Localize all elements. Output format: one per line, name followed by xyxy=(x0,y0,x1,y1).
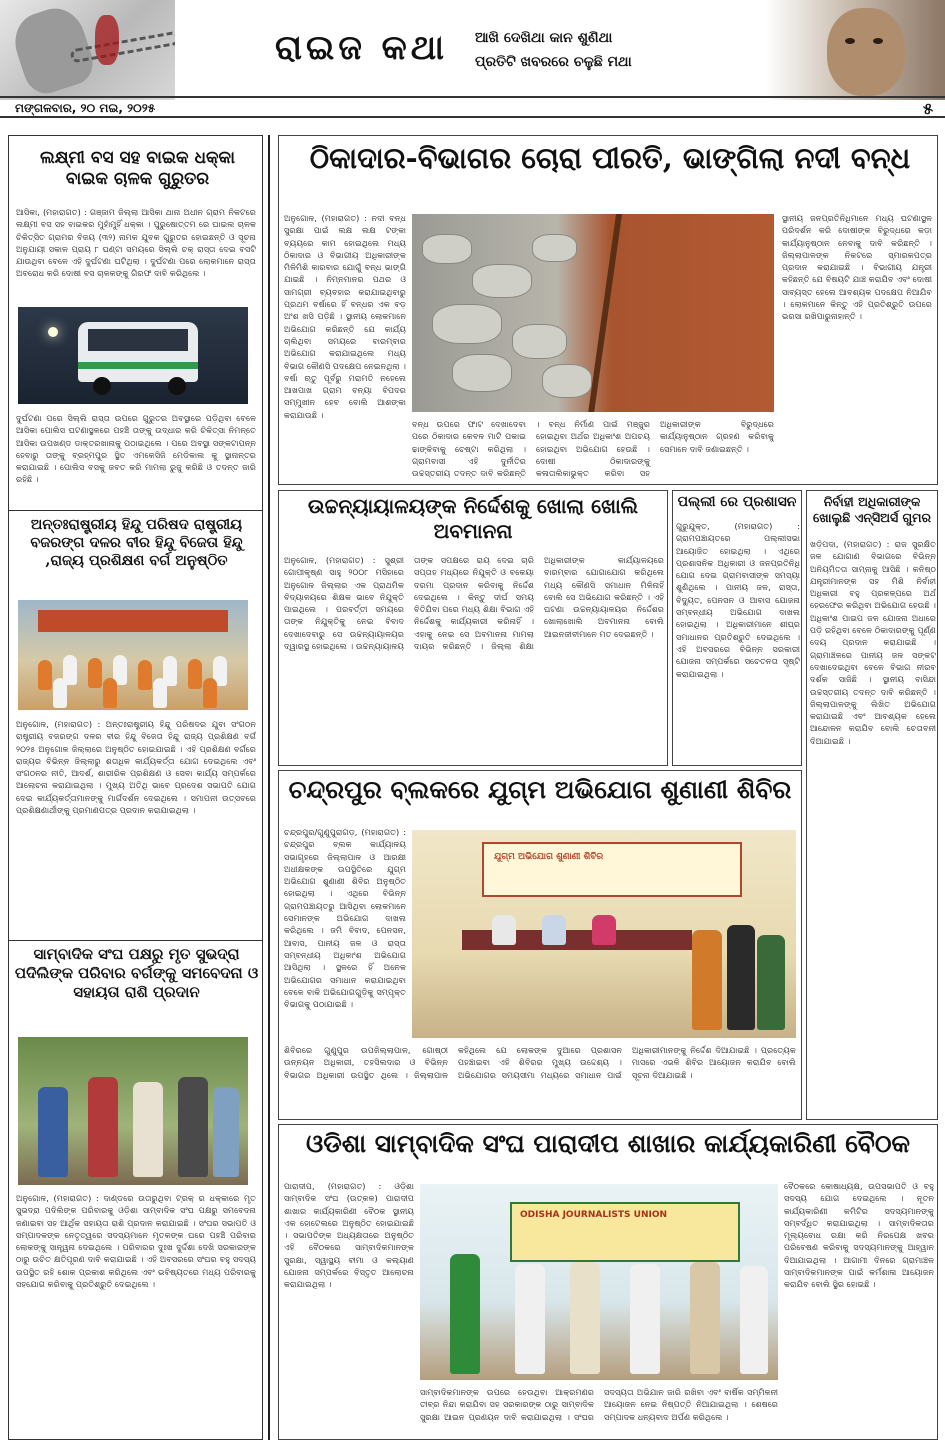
masthead-fist-illustration xyxy=(0,0,175,100)
headline-nirbahi: ନିର୍ବାହୀ ଅଧିକାରୀଙ୍କ ଖୋଲୁଛି ଏନ୍‌ସିଅର୍ସ ଗୁମର xyxy=(813,494,931,525)
person xyxy=(727,925,755,1030)
story-journo-body: ଅନୁଗୋଳ, (ମହାରାଗତ) : ଦାଣ୍ଡରେ ଉତାରୁଥିବା ଟ୍ରକ୍ ର ଧକ୍କାରେ ମୃତ ସୁଭଦ୍ରା ପଦିଲିଙ୍କ ପରିବାରକୁ ଓଡ଼ିଶା ସାମ୍ବାଦିକ ସଂଘ ପକ୍ଷରୁ ସମବେଦନା ଜଣାଇବା ସହ ଆର୍ଥିକ ସହାୟତା ରାଶି ପ୍ରଦାନ କରାଯାଇଛି । ସଂଘର ସଭାପତି ଓ ସମ୍ପାଦକଙ୍କ ନେତୃତ୍ୱରେ ସଦସ୍ୟମାନେ ମୃତକଙ୍କ ଘରେ ପହଞ୍ଚି ପରିବାର ଲୋକଙ୍କୁ ସାନ୍ତ୍ୱନା ଦେଇଥିଲେ । ପରିବାରର ଦୁଃଖ ଦୁର୍ଦ୍ଦଶା ଦେଖି ସରକାରଙ୍କ ଠାରୁ ଉଚିତ କ୍ଷତିପୂରଣ ଦାବି କରାଯାଇଛି । ଏହି ଅବସରରେ ସଂଘର ବହୁ ସଦସ୍ୟ ଉପସ୍ଥିତ ରହି ଶୋକ ପ୍ରକାଶ କରିଥିଲେ ଏବଂ ଭବିଷ୍ୟତରେ ମଧ୍ୟ ପରିବାରକୁ ସହଯୋଗ କରିବାକୁ ପ୍ରତିଶ୍ରୁତି ଦେଇଥିଲେ । xyxy=(16,1193,256,1290)
person xyxy=(88,658,102,688)
issue-date: ମଙ୍ଗଳବାର, ୨୦ ମଇ, ୨୦୨୫ xyxy=(15,101,156,115)
child-face xyxy=(827,8,905,96)
headline-bike-accident: ଲକ୍ଷ୍ମୀ ବସ ସହ ବାଇକ ଧକ୍କା ବାଇକ ଚାଳକ ଗୁରୁତର xyxy=(40,148,235,190)
person xyxy=(178,1077,208,1177)
person xyxy=(542,915,566,945)
story-nirbahi-body: ଖଡ଼ିପଦା, (ମହାରାଗତ) : ରାଜ ସୁରକ୍ଷିତ ଜଳ ଯୋଗାଣ ବିଭାଗରେ ବିଭିନ୍ନ ଅନିୟମିତତା ସାମ୍ନାକୁ ଆସିଛି । କନିଷ୍ଠ ଯନ୍ତ୍ରୀମାନଙ୍କ ସହ ମିଶି ନିର୍ବାହୀ ଅଧିକାରୀ ବହୁ ପ୍ରକଳ୍ପରେ ଅର୍ଥ ହେରଫେର କରିଥିବା ଅଭିଯୋଗ ହେଉଛି । ଅଧିକାଂଶ ପାଇପ ଜଳ ଯୋଜନା ଅଧାରେ ପଡ଼ି ରହିଥିବା ବେଳେ ଠିକାଦାରଙ୍କୁ ପୂର୍ଣ୍ଣ ଦେୟ ପ୍ରଦାନ କରାଯାଇଛି । ଗ୍ରାମାଞ୍ଚଳରେ ପାନୀୟ ଜଳ ସଙ୍କଟ ଦେଖାଦେଇଥିବା ବେଳେ ବିଭାଗ ନୀରବ ଦର୍ଶକ ସାଜିଛି । ସ୍ଥାନୀୟ ବାସିନ୍ଦା ଉଚ୍ଚସ୍ତରୀୟ ତଦନ୍ତ ଦାବି କରିଛନ୍ତି । ଜିଲ୍ଲାପାଳଙ୍କୁ ଲିଖିତ ଅଭିଯୋଗ କରାଯାଇଛି ଏବଂ ଆବଶ୍ୟକ ହେଲେ ଆନ୍ଦୋଳନ କରାଯିବ ବୋଲି ଚେତାବନୀ ଦିଆଯାଇଛି । xyxy=(810,539,936,746)
person xyxy=(133,1082,163,1177)
rock xyxy=(542,364,592,398)
person xyxy=(203,678,217,708)
embankment-crack xyxy=(588,214,622,412)
column-divider xyxy=(268,135,270,1440)
photo-journalists-meeting xyxy=(420,1184,778,1380)
rock xyxy=(512,324,567,359)
person xyxy=(38,660,52,690)
rock xyxy=(472,264,532,298)
story-chandrapur-left: ଚନ୍ଦ୍ରପୁର/ଗୁଣୁପୁରାଗଡ଼, (ମହାରାଗତ) : ଚନ୍ଦ୍ରପୁର ବ୍ଲକ କାର୍ଯ୍ୟାଳୟ ସଭାଗୃହରେ ଜିଲ୍ଲାପାଳ ଓ ଆରକ୍ଷୀ ଅଧୀକ୍ଷକଙ୍କ ଉପସ୍ଥିତିରେ ଯୁଗ୍ମ ଅଭିଯୋଗ ଶୁଣାଣୀ ଶିବିର ଅନୁଷ୍ଠିତ ହୋଇଥିଲା । ଏଥିରେ ବିଭିନ୍ନ ଗ୍ରାମପଞ୍ଚାୟତରୁ ଆସିଥିବା ଲୋକମାନେ ସେମାନଙ୍କ ଅଭିଯୋଗ ଦାଖଲ କରିଥିଲେ । ଜମି ବିବାଦ, ପେନସନ, ଆବାସ, ପାନୀୟ ଜଳ ଓ ରାସ୍ତା ସମ୍ବନ୍ଧୀୟ ଅଧିକାଂଶ ଅଭିଯୋଗ ଆସିଥିଲା । ସ୍ଥଳରେ ହିଁ ଅନେକ ଅଭିଯୋଗର ସମାଧାନ କରାଯାଇଥିବା ବେଳେ ବାକି ଅଭିଯୋଗଗୁଡ଼ିକୁ ସମ୍ପୃକ୍ତ ବିଭାଗକୁ ପଠାଯାଇଛି । xyxy=(284,827,406,1010)
photo-aid-handover xyxy=(18,1037,248,1185)
rock xyxy=(452,354,512,392)
person xyxy=(188,659,202,689)
person xyxy=(570,1262,600,1374)
child-eye xyxy=(873,38,883,44)
story-chandrapur-bottom: ଶିବିରରେ ଗୁଣୁପୁର ଉପଜିଲ୍ଲାପାଳ, ଗୋଷ୍ଠୀ ଉନ୍ନୟନ ଅଧିକାରୀ, ତହସିଲଦାର ଓ ବିଭିନ୍ନ ବିଭାଗର ଅଧିକାରୀ ଉପସ୍ଥିତ ଥିଲେ । ଜିଲ୍ଲାପାଳ କହିଥିଲେ ଯେ ଲୋକଙ୍କ ଦୁଆରେ ପ୍ରଶାସନ ପହଞ୍ଚାଇବା ଏହି ଶିବିରର ମୁଖ୍ୟ ଉଦ୍ଦେଶ୍ୟ । ଅଭିଯୋଗର ସମୟସୀମା ମଧ୍ୟରେ ସମାଧାନ ପାଇଁ ଅଧିକାରୀମାନଙ୍କୁ ନିର୍ଦ୍ଦେଶ ଦିଆଯାଇଛି । ପ୍ରତ୍ୟେକ ମାସରେ ଏଭଳି ଶିବିର ଆୟୋଜନ କରାଯିବ ବୋଲି ସୂଚନା ଦିଆଯାଇଛି । xyxy=(284,1045,796,1080)
photo-training-group xyxy=(18,600,248,710)
story-palli-body: ଗୁରୁଯୁକ୍ତ, (ମହାରାଗତ) : ଗ୍ରାମପଞ୍ଚାୟତରେ ପଲ୍ଲୀସଭା ଆୟୋଜିତ ହୋଇଥିଲା । ଏଥିରେ ପ୍ରଶାସନିକ ଅଧିକାରୀ ଓ ଜନପ୍ରତିନିଧି ଯୋଗ ଦେଇ ଗ୍ରାମବାସୀଙ୍କ ସମସ୍ୟା ଶୁଣିଥିଲେ । ପାନୀୟ ଜଳ, ରାସ୍ତା, ବିଦ୍ୟୁତ, ପେନସନ ଓ ଆବାସ ଯୋଜନା ସମ୍ବନ୍ଧୀୟ ଅଭିଯୋଗ ଦାଖଲ ହୋଇଥିଲା । ଅଧିକାରୀମାନେ ଶୀଘ୍ର ସମାଧାନର ପ୍ରତିଶ୍ରୁତି ଦେଇଥିଲେ । ଏହି ଅବସରରେ ବିଭିନ୍ନ ସରକାରୀ ଯୋଜନା ସମ୍ପର୍କରେ ସଚେତନତା ସୃଷ୍ଟି କରାଯାଇଥିଲା । xyxy=(676,521,800,679)
union-banner xyxy=(510,1202,740,1262)
person xyxy=(88,1077,118,1177)
person xyxy=(757,935,785,1030)
story-lead-col-c: ସ୍ଥାନୀୟ ଜନପ୍ରତିନିଧିମାନେ ମଧ୍ୟ ଘଟଣାସ୍ଥଳ ପରିଦର୍ଶନ କରି ଦୋଷୀଙ୍କ ବିରୁଦ୍ଧରେ କଡ଼ା କାର୍ଯ୍ୟାନୁଷ୍ଠାନ ନେବାକୁ ଦାବି କରିଛନ୍ତି । ଜିଲ୍ଲାପାଳଙ୍କ ନିକଟରେ ସ୍ମାରକପତ୍ର ପ୍ରଦାନ କରାଯାଇଛି । ବିଭାଗୀୟ ଯନ୍ତ୍ରୀ କହିଛନ୍ତି ଯେ ବିଷୟଟି ଯାଞ୍ଚ କରାଯିବ ଏବଂ ଦୋଷୀ ସାବ୍ୟସ୍ତ ହେଲେ ଆବଶ୍ୟକ ପଦକ୍ଷେପ ନିଆଯିବ । ଲୋକମାନେ କିନ୍ତୁ ଏହି ପ୍ରତିଶ୍ରୁତି ଉପରେ ଭରସା ରଖିପାରୁନାହାନ୍ତି । xyxy=(782,213,932,322)
story-bike-lead: ଆସିକା, (ମହାରାଗତ) : ଗଞ୍ଜାମ ଜିଲ୍ଲା ଆସିକା ଥାନା ଅଧୀନ ଗ୍ରାମ ନିକଟରେ ଲକ୍ଷ୍ମୀ ବସ ସହ ବାଇକର ମୁହାଁମୁହିଁ ଧକ୍କା । ପୁରୁଷୋତ୍ତମ ରେ ଘାଇଲ ଚାଳକ ଚିକିତ୍ସିତ ଗ୍ରାମର ବିଜୟ (୩୨) ନାମକ ଯୁବକ ଗୁରୁତର ହୋଇଛନ୍ତି ଓ ସୂଚନା ଅନୁଯାୟୀ ସକାଳ ପ୍ରାୟ ୮ ଘଣ୍ଟା ସମୟରେ ସିଲ୍ଲି ଚକ୍ ରାସ୍ତା ଦେଇ ବସଟି ଯାଉଥିବା ବେଳେ ଏହି ଦୁର୍ଘଟଣା ଘଟିଥିଲା । ଦୁର୍ଘଟଣା ପରେ ଲୋକମାନେ ରାସ୍ତା ଅବରୋଧ କରି ଦୋଷୀ ବସ ଚାଳକଙ୍କୁ ଗିରଫ ଦାବି କରିଥିଲେ । xyxy=(16,207,256,279)
person xyxy=(492,915,516,945)
story-lead-col-b: ବନ୍ଧ ଉପରେ ଫାଟ ଦେଖାଦେବା ପରେ ଠିକାଦାର କେବଳ ମାଟି ପକାଇ ଢାଙ୍କିବାକୁ ଚେଷ୍ଟା କରିଥିଲା । ଗ୍ରାମବାସୀ ଏହି ଦୁର୍ନୀତିର ଉଚ୍ଚସ୍ତରୀୟ ତଦନ୍ତ ଦାବି କରିଛନ୍ତି । ବନ୍ଧ ନିର୍ମାଣ ପାଇଁ ମଞ୍ଜୁର ହୋଇଥିବା ଅର୍ଥର ଅଧିକାଂଶ ଅପଚୟ ହୋଇଥିବା ଅଭିଯୋଗ ହେଉଛି । ଦୋଷୀ ଠିକାଦାରଙ୍କୁ କଳାତାଲିକାଭୁକ୍ତ କରିବା ସହ ଅଧିକାରୀଙ୍କ ବିରୁଦ୍ଧରେ କାର୍ଯ୍ୟାନୁଷ୍ଠାନ ଗ୍ରହଣ କରିବାକୁ ସେମାନେ ଦାବି ଜଣାଇଛନ୍ତି । xyxy=(412,419,774,479)
rule xyxy=(8,940,263,941)
headline-vhp-training: ଅନ୍ତଃରାଷ୍ଟ୍ରୀୟ ହିନ୍ଦୁ ପରିଷଦ ରାଷ୍ଟ୍ରୀୟ ବଜରଙ୍ଗ ଦଳର ବୀର ହିନ୍ଦୁ ବିଜେତା ହିନ୍ଦୁ ,ରାଜ୍ୟ ପ୍ରଶିକ୍ଷଣ ବର୍ଗ ଅନୁଷ୍ଠିତ xyxy=(30,516,243,570)
camp-banner xyxy=(482,842,742,897)
story-vhp-body: ଅନୁଗୋଳ, (ମହାରାଗତ) : ଅନ୍ତଃରାଷ୍ଟ୍ରୀୟ ହିନ୍ଦୁ ପରିଷଦର ଯୁବା ସଂଗଠନ ରାଷ୍ଟ୍ରୀୟ ବଜରଙ୍ଗ ଦଳର ବୀର ହିନ୍ଦୁ ବିଜେତା ହିନ୍ଦୁ ରାଜ୍ୟ ପ୍ରଶିକ୍ଷଣ ବର୍ଗ ୨୦୨୫ ଅନୁଗୋଳ ଜିଲ୍ଲାରେ ଅନୁଷ୍ଠିତ ହୋଇଯାଇଛି । ଏହି ପ୍ରଶିକ୍ଷଣ ବର୍ଗରେ ରାଜ୍ୟର ବିଭିନ୍ନ ଜିଲ୍ଲାରୁ ଶତାଧିକ କାର୍ଯ୍ୟକର୍ତ୍ତା ଯୋଗ ଦେଇଥିଲେ ଏବଂ ସଂଗଠନର ନୀତି, ଆଦର୍ଶ, ଶାରୀରିକ ପ୍ରଶିକ୍ଷଣ ଓ ସେବା କାର୍ଯ୍ୟ ସମ୍ପର୍କରେ ଆଲୋଚନା କରାଯାଇଥିଲା । ମୁଖ୍ୟ ଅତିଥି ଭାବେ ପ୍ରଦେଶ ସଭାପତି ଯୋଗ ଦେଇ କାର୍ଯ୍ୟକର୍ତ୍ତାମାନଙ୍କୁ ମାର୍ଗଦର୍ଶନ ଦେଇଥିଲେ । ସମାପନୀ ଉତ୍ସବରେ ପ୍ରଶିକ୍ଷଣାର୍ଥୀଙ୍କୁ ପ୍ରମାଣପତ୍ର ପ୍ରଦାନ କରାଯାଇଥିଲା । xyxy=(16,719,256,816)
person xyxy=(692,930,722,1030)
story-paradip-bottom: ସାମ୍ବାଦିକମାନଙ୍କ ଉପରେ ହେଉଥିବା ଆକ୍ରମଣର ତୀବ୍ର ନିନ୍ଦା କରାଯିବା ସହ ସରକାରଙ୍କ ଠାରୁ ସାମ୍ବାଦିକ ସୁରକ୍ଷା ଆଇନ ପ୍ରଣୟନ ଦାବି କରାଯାଇଥିଲା । ସଂଘର ସଦସ୍ୟତା ଅଭିଯାନ ଜାରି ରଖିବା ଏବଂ ବାର୍ଷିକ ସମ୍ମିଳନୀ ଆୟୋଜନ ନେଇ ନିଷ୍ପତ୍ତି ନିଆଯାଇଥିଲା । ଶେଷରେ ସମ୍ପାଦକ ଧନ୍ୟବାଦ ଅର୍ପଣ କରିଥିଲେ । xyxy=(420,1387,778,1422)
paper-title: ରାଇଜ କଥା xyxy=(275,28,448,68)
tagline-line-1: ଆଖି ଦେଖିଥା କାନ ଶୁଣିଥା xyxy=(475,30,613,46)
story-paradip-left: ପାରାଦୀପ, (ମହାରାଗତ) : ଓଡ଼ିଶା ସାମ୍ବାଦିକ ସଂଘ (ଉତ୍କଳ) ପାରାଦୀପ ଶାଖାର କାର୍ଯ୍ୟକାରିଣୀ ବୈଠକ ସ୍ଥାନୀୟ ଏକ ହୋଟେଲରେ ଅନୁଷ୍ଠିତ ହୋଇଯାଇଛି । ସଭାପତିଙ୍କ ଅଧ୍ୟକ୍ଷତାରେ ଅନୁଷ୍ଠିତ ଏହି ବୈଠକରେ ସାମ୍ବାଦିକମାନଙ୍କ ସୁରକ୍ଷା, ସ୍ୱାସ୍ଥ୍ୟ ବୀମା ଓ କଲ୍ୟାଣ ଯୋଜନା ସମ୍ପର୍କରେ ବିସ୍ତୃତ ଆଲୋଚନା କରାଯାଇଥିଲା । xyxy=(284,1181,414,1290)
camp-banner-text: ଯୁଗ୍ମ ଅଭିଯୋଗ ଶୁଣାଣୀ ଶିବିର xyxy=(494,852,604,862)
story-bike-body: ଦୁର୍ଘଟଣା ପରେ ସିଲ୍ଲି ରାସ୍ତା ଉପରେ ଗୁରୁତର ଅବସ୍ଥାରେ ପଡ଼ିଥିବା ବେଳେ ଆସିକା ପୋଲିସ ଘଟଣାସ୍ଥଳରେ ପହଞ୍ଚି ତାଙ୍କୁ ଉଦ୍ଧାର କରି ଚିକିତ୍ସା ନିମନ୍ତେ ଆସିକା ଉପଖଣ୍ଡ ଡାକ୍ତରଖାନାକୁ ପଠାଇଥିଲେ । ପରେ ଅବସ୍ଥା ସଙ୍କଟାପନ୍ନ ହେବାରୁ ତାଙ୍କୁ ବ୍ରହ୍ମପୁର ସ୍ଥିତ ଏମକେସିଜି ମେଡିକାଲ କୁ ସ୍ଥାନାନ୍ତର କରାଯାଇଛି । ପୋଲିସ ବସକୁ ଜବତ କରି ମାମଲା ରୁଜୁ କରିଛି ଓ ତଦନ୍ତ ଜାରି ରହିଛି । xyxy=(16,413,256,485)
rule xyxy=(8,510,263,511)
story-lead-col-a: ଅନୁଗୋଳ, (ମହାରାଗତ) : ନଦୀ ବନ୍ଧ ସୁରକ୍ଷା ପାଇଁ ଲକ୍ଷ ଲକ୍ଷ ଟଙ୍କା ବ୍ୟୟରେ କାମ ହୋଇଥିଲେ ମଧ୍ୟ ଠିକାଦାର ଓ ବିଭାଗୀୟ ଅଧିକାରୀଙ୍କ ମିଳିମିଶି କାରବାର ଯୋଗୁଁ ବନ୍ଧ ଭାଙ୍ଗି ଯାଇଛି । ନିମ୍ନମାନର ପଥର ଓ ସାମଗ୍ରୀ ବ୍ୟବହାର କରାଯାଇଥିବାରୁ ପ୍ରଥମ ବର୍ଷାରେ ହିଁ ବନ୍ଧର ଏକ ବଡ଼ ଅଂଶ ଖସି ପଡ଼ିଛି । ସ୍ଥାନୀୟ ଲୋକମାନେ ଅଭିଯୋଗ କରିଛନ୍ତି ଯେ କାର୍ଯ୍ୟ ଚାଲିଥିବା ସମୟରେ ବାରମ୍ବାର ଅଭିଯୋଗ କରାଯାଇଥିଲେ ମଧ୍ୟ ବିଭାଗ କୌଣସି ପଦକ୍ଷେପ ନେଇନଥିଲା । ବର୍ଷା ଋତୁ ପୂର୍ବରୁ ମରାମତି ନହେଲେ ଆଖପାଖ ଗ୍ରାମ ବନ୍ୟା ବିପଦର ସମ୍ମୁଖୀନ ହେବ ବୋଲି ଆଶଙ୍କା କରାଯାଉଛି । xyxy=(284,213,406,420)
headline-chandrapur-camp: ଚନ୍ଦ୍ରପୁର ବ୍ଲକରେ ଯୁଗ୍ମ ଅଭିଯୋଗ ଶୁଣାଣୀ ଶିବିର xyxy=(288,775,792,804)
headline-highcourt-contempt: ଉଚ୍ଚନ୍ୟାୟାଳୟଙ୍କ ନିର୍ଦ୍ଦେଶକୁ ଖୋଲା ଖୋଲି ଅବମାନନା xyxy=(307,494,639,543)
headline-lead-embankment: ଠିକାଦାର-ବିଭାଗର ଚୋରା ପୀରତି, ଭାଙ୍ଗିଲା ନଦୀ ବନ୍ଧ xyxy=(309,141,911,175)
person xyxy=(450,1254,480,1374)
rock xyxy=(532,234,577,262)
blood-stain-icon xyxy=(95,15,119,65)
masthead-crying-child-photo xyxy=(765,0,945,100)
bus-wheel xyxy=(168,377,186,395)
person xyxy=(153,678,167,708)
chain-icon xyxy=(70,31,175,64)
bus-windshield xyxy=(88,329,188,351)
title-block xyxy=(195,8,765,78)
person xyxy=(592,915,616,945)
photo-broken-embankment xyxy=(412,214,774,412)
story-highcourt-body: ଅନୁଗୋଳ, (ମହାରାଗତ) : ସୁଶ୍ରୀ ଗୋପୀକୃଷ୍ଣ ସାହୁ ୨୦୦୮ ମସିହାରେ ଅନୁଗୋଳ ଜିଲ୍ଲାର ଏକ ପ୍ରାଥମିକ ବିଦ୍ୟାଳୟରେ ଶିକ୍ଷକ ଭାବେ ନିଯୁକ୍ତି ପାଇଥିଲେ । ପରବର୍ତ୍ତୀ ସମୟରେ ତାଙ୍କ ନିଯୁକ୍ତିକୁ ନେଇ ବିବାଦ ଦେଖାଦେବାରୁ ସେ ଉଚ୍ଚନ୍ୟାୟାଳୟର ଦ୍ୱାରସ୍ଥ ହୋଇଥିଲେ । ଉଚ୍ଚନ୍ୟାୟାଳୟ ତାଙ୍କ ସପକ୍ଷରେ ରାୟ ଦେଇ ଚାରି ସପ୍ତାହ ମଧ୍ୟରେ ନିଯୁକ୍ତି ଓ ବକେୟା ଦରମା ପ୍ରଦାନ କରିବାକୁ ନିର୍ଦ୍ଦେଶ ଦେଇଥିଲେ । କିନ୍ତୁ ଦୀର୍ଘ ସମୟ ବିତିଯିବା ପରେ ମଧ୍ୟ ଶିକ୍ଷା ବିଭାଗ ଏହି ନିର୍ଦ୍ଦେଶକୁ କାର୍ଯ୍ୟକାରୀ କରିନାହିଁ । ଏହାକୁ ନେଇ ସେ ଅବମାନନା ମାମଲା ଦାୟର କରିଛନ୍ତି । ଜିଲ୍ଲା ଶିକ୍ଷା ଅଧିକାରୀଙ୍କ କାର୍ଯ୍ୟାଳୟରେ ବାରମ୍ବାର ଯୋଗାଯୋଗ କରିଥିଲେ ମଧ୍ୟ କୌଣସି ସମାଧାନ ମିଳିନାହିଁ ବୋଲି ସେ ଅଭିଯୋଗ କରିଛନ୍ତି । ଏହି ଘଟଣା ଉଚ୍ଚନ୍ୟାୟାଳୟର ନିର୍ଦ୍ଦେଶର ଖୋଲାଖୋଲି ଅବମାନନା ବୋଲି ଆଇନଜୀବୀମାନେ ମତ ଦେଇଛନ୍ତି । xyxy=(284,555,664,652)
street-lamp xyxy=(48,327,58,337)
child-eye xyxy=(845,38,855,44)
tagline-line-2: ପ୍ରତିଟି ଖବରରେ ଚଳୁଛି ମଥା xyxy=(475,54,632,70)
masthead xyxy=(0,0,945,100)
person xyxy=(213,1087,239,1177)
person xyxy=(690,1262,720,1374)
person xyxy=(103,678,117,708)
headline-journalist-aid: ସାମ୍ବାଦିକ ସଂଘ ପକ୍ଷରୁ ମୃତ ସୁଭଦ୍ରା ପଦିଲିଙ୍କ ପରିବାର ବର୍ଗଙ୍କୁ ସମବେଦନା ଓ ସହାୟତା ରାଶି ପ୍ରଦାନ xyxy=(14,945,259,1001)
person xyxy=(515,1264,545,1374)
person xyxy=(630,1264,660,1374)
headline-palli: ପଲ୍ଲୀ ରେ ପ୍ରଶାସନ xyxy=(677,494,797,510)
person xyxy=(53,678,67,708)
page-number: ୫ xyxy=(923,99,933,118)
story-paradip-right: ବୈଠକରେ କୋଷାଧ୍ୟକ୍ଷ, ଉପସଭାପତି ଓ ବହୁ ସଦସ୍ୟ ଯୋଗ ଦେଇଥିଲେ । ନୂତନ କାର୍ଯ୍ୟକାରିଣୀ କମିଟିର ସଦସ୍ୟମାନଙ୍କୁ ସମ୍ବର୍ଦ୍ଧିତ କରାଯାଇଥିଲା । ସାମ୍ବାଦିକତାର ମୂଲ୍ୟବୋଧ ରକ୍ଷା କରି ନିରପେକ୍ଷ ଖବର ପରିବେଷଣ କରିବାକୁ ସଦସ୍ୟମାନଙ୍କୁ ଆହ୍ୱାନ ଦିଆଯାଇଥିଲା । ଆଗାମୀ ଦିନରେ ଗ୍ରାମାଞ୍ଚଳ ସାମ୍ବାଦିକମାନଙ୍କ ପାଇଁ କର୍ମଶାଳା ଆୟୋଜନ କରାଯିବ ବୋଲି ସ୍ଥିର ହୋଇଛି । xyxy=(784,1181,934,1290)
rock xyxy=(422,234,472,264)
dateline-bar xyxy=(0,96,945,118)
stage-banner xyxy=(38,610,228,632)
bus-wheel xyxy=(93,377,111,395)
union-banner-text: ODISHA JOURNALISTS UNION xyxy=(520,1210,668,1220)
person xyxy=(38,1087,68,1177)
headline-paradip-meeting: ଓଡିଶା ସାମ୍ବାଦିକ ସଂଘ ପାରାଦୀପ ଶାଖାର କାର୍ଯ୍ୟକାରିଣୀ ବୈଠକ xyxy=(306,1129,910,1158)
person xyxy=(138,660,152,690)
photo-grievance-camp xyxy=(412,830,796,1038)
person xyxy=(740,1266,768,1374)
bus-stripe xyxy=(78,362,198,369)
rock xyxy=(432,304,502,344)
photo-bus xyxy=(18,307,248,404)
